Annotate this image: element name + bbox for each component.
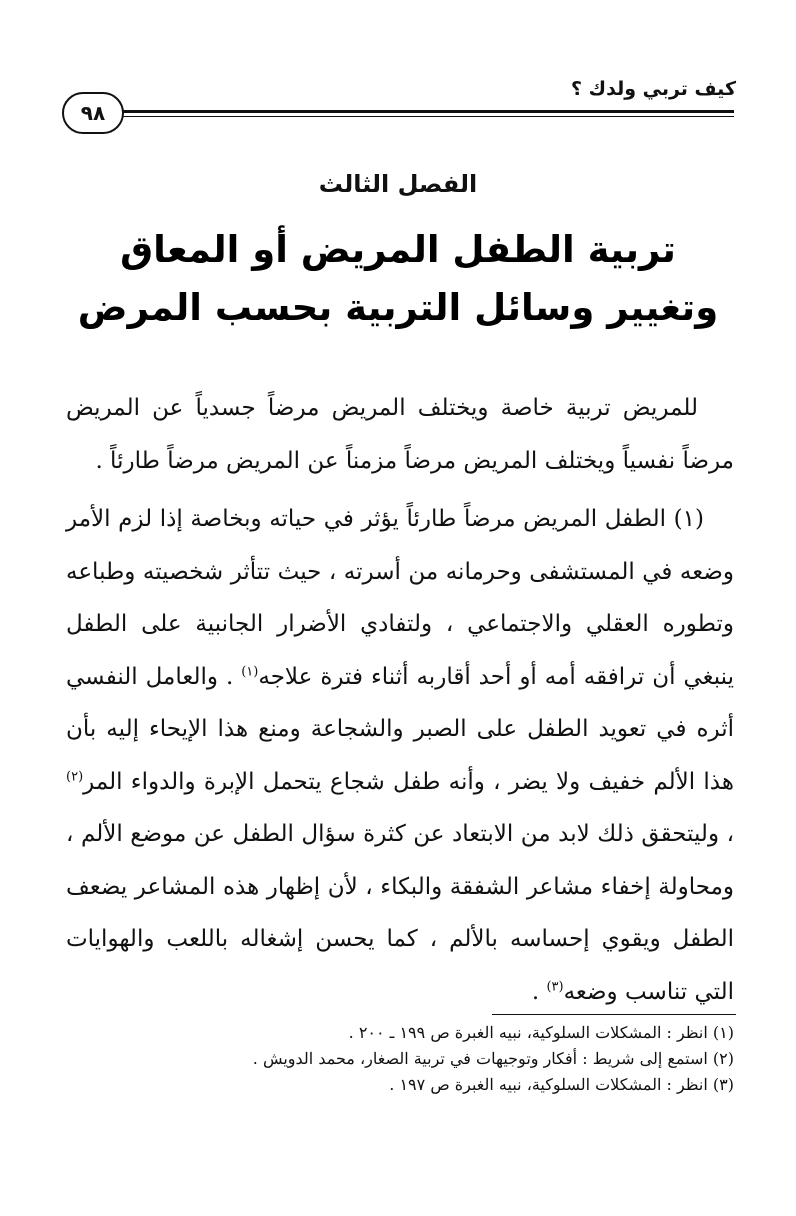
footnote-1: (١) انظر : المشكلات السلوكية، نبيه الغبرة ص ١٩٩ ـ ٢٠٠ . [348, 1023, 734, 1042]
footnote-ref-1[interactable]: (١) [241, 663, 259, 679]
chapter-title-line-1: تربية الطفل المريض أو المعاق [120, 228, 676, 271]
paragraph-2-end: . [531, 978, 547, 1005]
footnote-2: (٢) استمع إلى شريط : أفكار وتوجيهات في تربية الصغار، محمد الدويش . [252, 1049, 734, 1068]
page-number: ٩٨ [80, 101, 106, 125]
running-header-title: كيف تربي ولدك ؟ [571, 78, 736, 100]
page-number-badge [62, 92, 124, 134]
footnote-ref-3[interactable]: (٣) [546, 978, 564, 994]
footnotes [66, 1020, 734, 1098]
header-rule-thick [86, 110, 734, 113]
body-text [66, 382, 734, 1018]
paragraph-2-part-2: . والعامل النفسي أثره في تعويد الطفل على الصبر والشجاعة ومنع هذا الإيحاء إليه بأن هذا الألم خفيف ولا يضر ، وأنه طفل شجاع يتحمل الإبرة والدواء المر [66, 663, 734, 795]
chapter-title-line-2: وتغيير وسائل التربية بحسب المرض [77, 286, 719, 329]
footnote-3: (٣) انظر : المشكلات السلوكية، نبيه الغبرة ص ١٩٧ . [389, 1075, 734, 1094]
chapter-label: الفصل الثالث [318, 170, 478, 198]
footnote-separator [492, 1014, 736, 1015]
footnote-ref-2[interactable]: (٢) [66, 768, 84, 784]
header-rule-thin [86, 116, 734, 117]
paragraph-2-part-3: ، وليتحقق ذلك لابد من الابتعاد عن كثرة سؤال الطفل عن موضع الألم ، ومحاولة إخفاء مشاعر الشفقة والبكاء ، لأن إظهار هذه المشاعر يضعف الطفل ويقوي إحساسه بالألم ، كما يحسن إشغاله باللعب والهوايات التي تناسب وضعه [66, 821, 734, 1005]
paragraph-2 [66, 493, 734, 1018]
paragraph-2-part-1: (١) الطفل المريض مرضاً طارئاً يؤثر في حياته وبخاصة إذا لزم الأمر وضعه في المستشفى وحرمانه من أسرته ، حيث تتأثر شخصيته وطباعه وتطوره العقلي والاجتماعي ، ولتفادي الأضرار الجانبية على الطفل ينبغي أن ترافقه أمه أو أحد أقاربه أثناء فترة علاجه [66, 506, 734, 690]
paragraph-1: للمريض تربية خاصة ويختلف المريض مرضاً جسدياً عن المريض مرضاً نفسياً ويختلف المريض مرضاً مزمناً عن المريض مرضاً طارئاً . [66, 395, 734, 474]
